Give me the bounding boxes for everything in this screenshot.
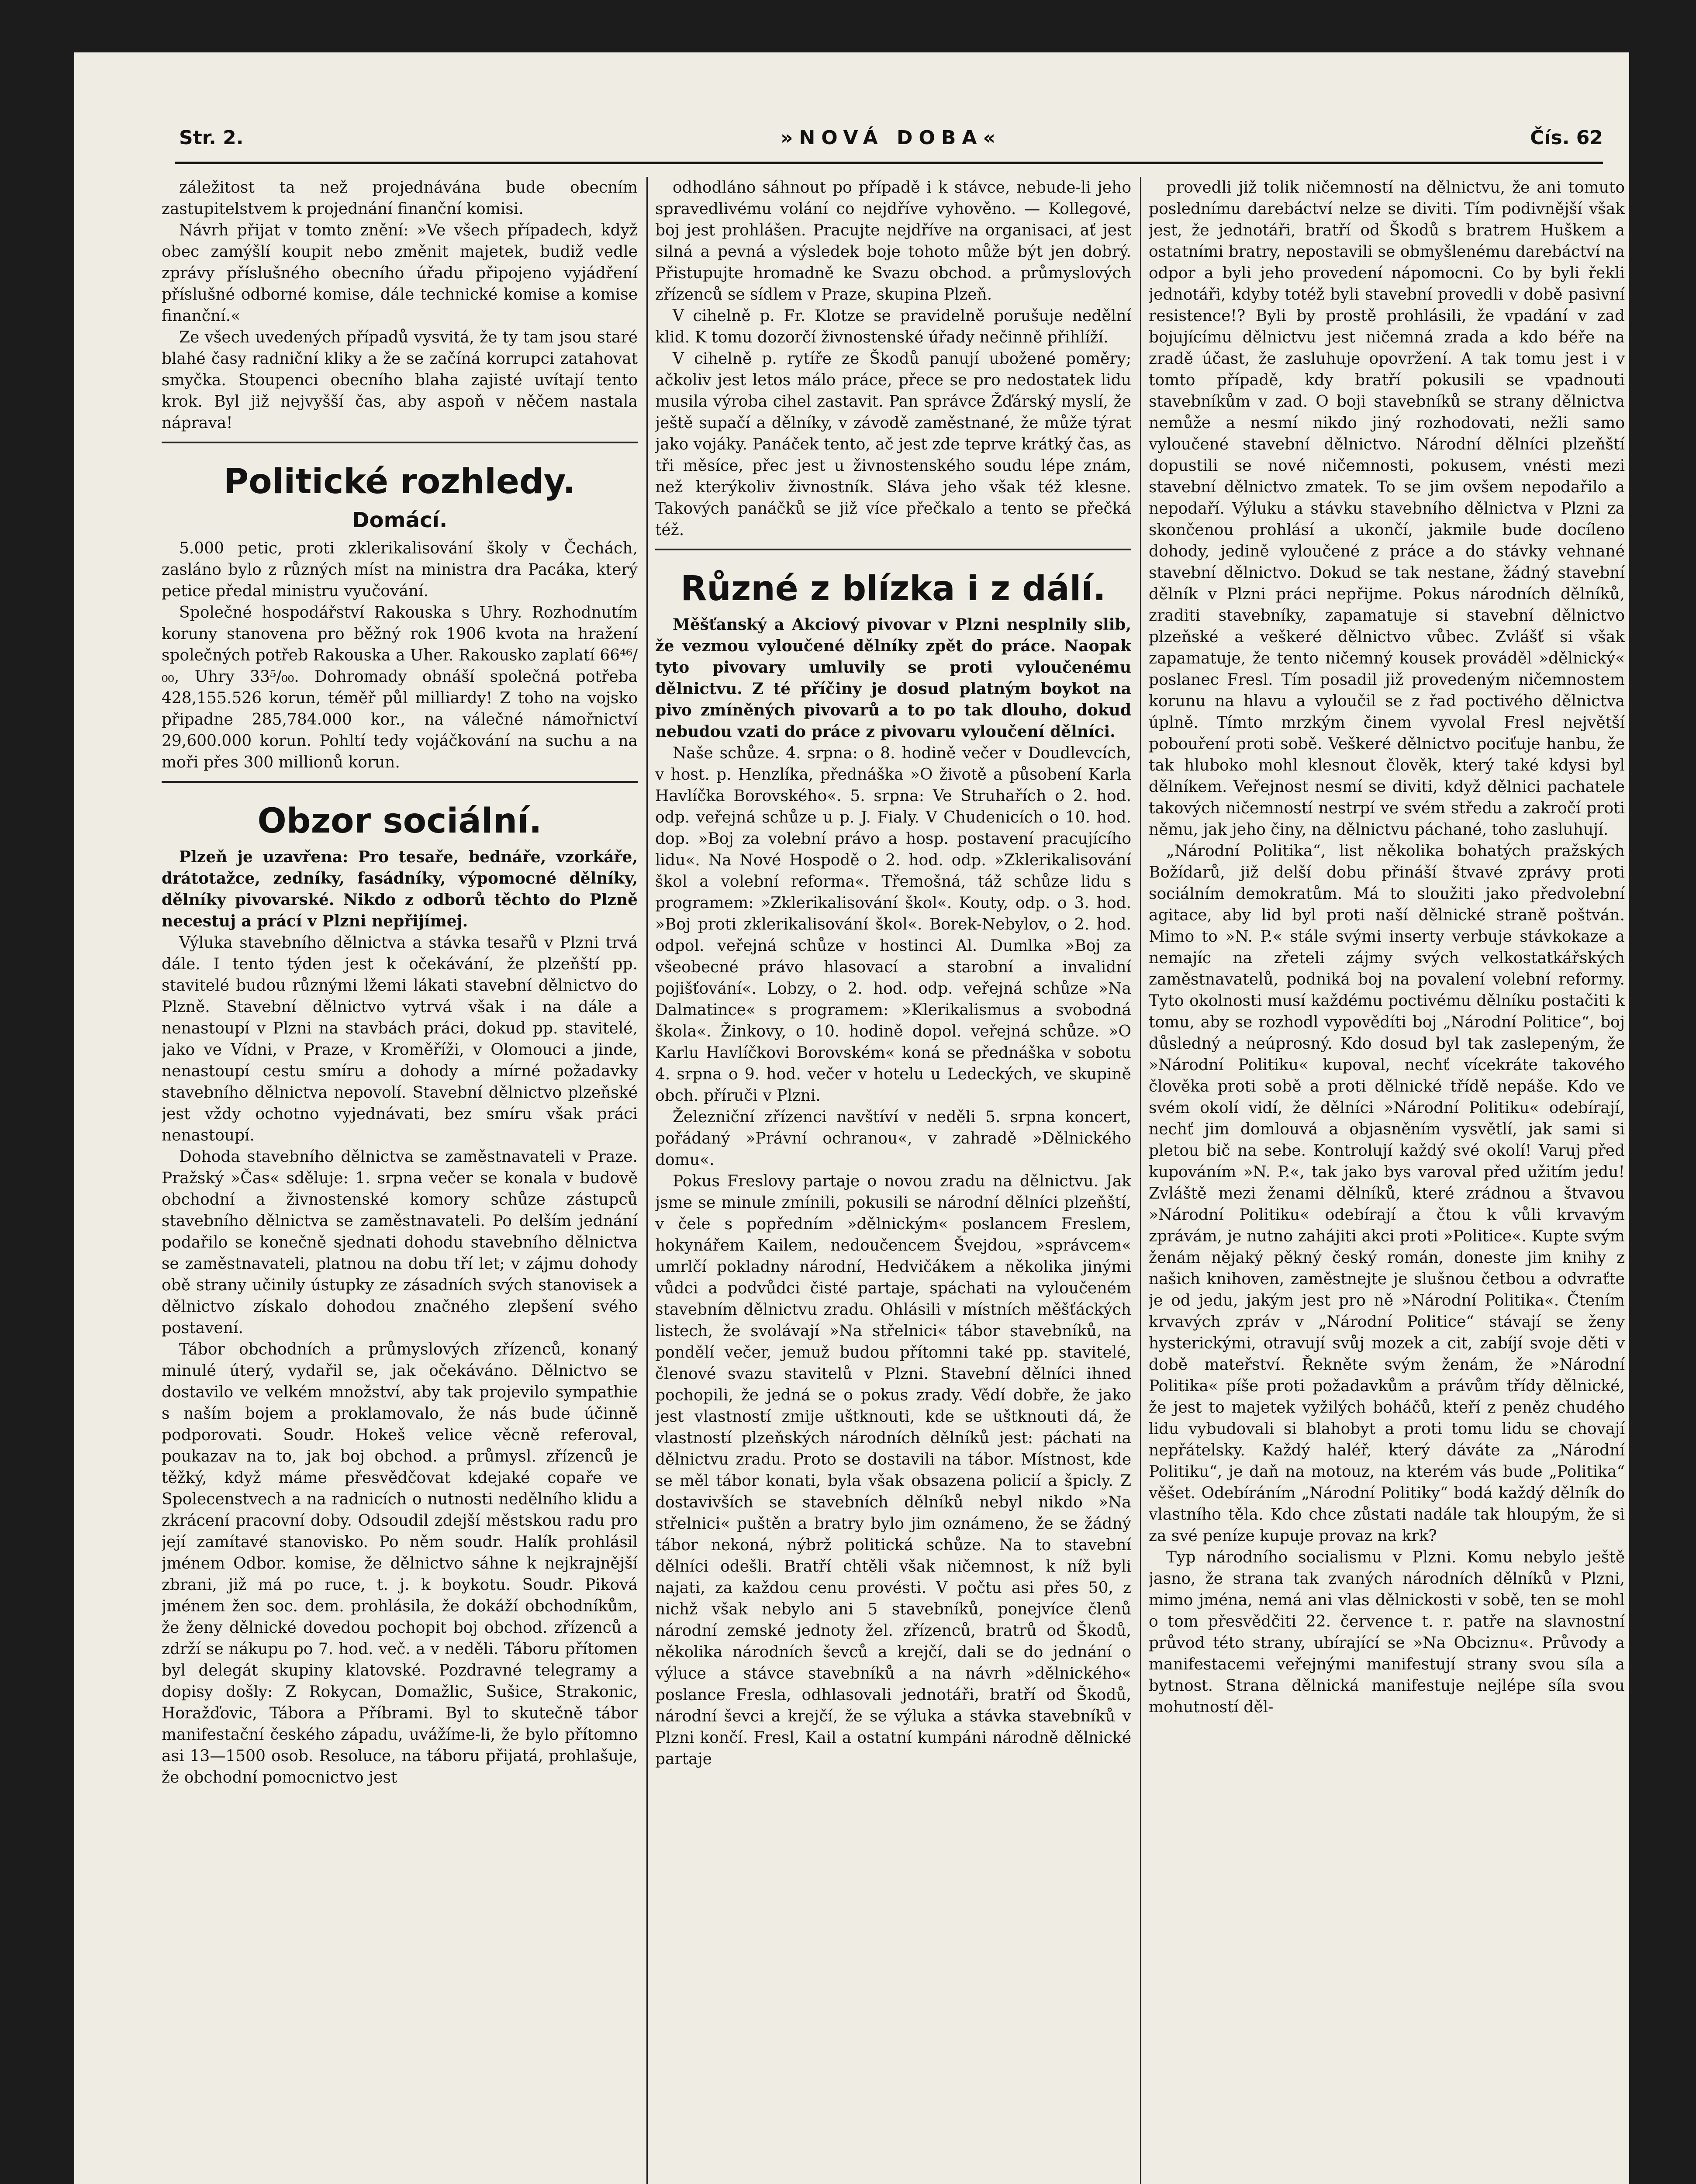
masthead-title: »NOVÁ DOBA« bbox=[781, 127, 1002, 149]
paragraph: Naše schůze. 4. srpna: o 8. hodině večer v Doudlevcích, v host. p. Henzlíka, přednáška »O životě a působení Karla Havlíčka Borovského«. 5. srpna: Ve Struhařích o 2. hod. odp. veřejná schůze u p. J. Fialy. V Chudenicích o 10. hod. dop. »Boj za volební právo a hosp. postavení pracujícího lidu«. Na Nové Hospodě o 2. hod. odp. »Zklerikalisování škol a volební reforma«. Třemošná, táž schůze lidu s programem: »Zklerikalisování škol«. Kouty, odp. o 3. hod. »Boj proti zklerikalisování škol«. Borek-Nebylov, o 2. hod. odpol. veřejná schůze v hostinci Al. Dumlka »Boj za všeobecné právo hlasovací a starobní a invalidní pojišťování«. Lobzy, o 2. hod. odp. veřejná schůze »Na Dalmatince« s programem: »Klerikalismus a svobodná škola«. Žinkovy, o 10. hodině dopol. veřejná schůze. »O Karlu Havlíčkovi Borovském« koná se přednáška v sobotu 4. srpna o 9. hod. večer v hotelu u Ledeckých, ve skupině obch. příruči v Plzni. bbox=[655, 744, 1131, 1105]
newspaper-page bbox=[74, 52, 1629, 2184]
section-divider bbox=[162, 442, 638, 443]
header-rule bbox=[175, 162, 1603, 164]
page-header bbox=[179, 127, 1603, 157]
column-2 bbox=[655, 177, 1131, 2184]
paragraph: Železniční zřízenci navštíví v neděli 5. srpna koncert, pořádaný »Právní ochranou«, v zahradě »Dělnického domu«. bbox=[655, 1108, 1131, 1169]
column-divider bbox=[646, 177, 648, 2184]
paragraph: Výluka stavebního dělnictva a stávka tesařů v Plzni trvá dále. I tento týden jest k očekávání, že plzeňští pp. stavitelé budou různými lžemi lákati stavební dělnictvo do Plzně. Stavební dělnictvo vytrvá však i na dále a nenastoupí v Plzni na stavbách práci, dokud pp. stavitelé, jako ve Vídni, v Praze, v Kroměříži, v Olomouci a jinde, nenastoupí cestu smíru a dohody a mírné požadavky stavebního dělnictva nepovolí. Stavební dělnictvo plzeňské jest vždy ochotno vyjednávati, bez smíru však práci nenastoupí. bbox=[162, 934, 638, 1144]
paragraph: Společné hospodářství Rakouska s Uhry. Rozhodnutím koruny stanovena pro běžný rok 1906 kvota na hražení společných potřeb Rakouska a Uher. Rakousko zaplatí 66⁴⁶/₀₀, Uhry 33⁵/₀₀. Dohromady obnáší společná potřeba 428,155.526 korun, téměř půl milliardy! Z toho na vojsko připadne 285,784.000 kor., na válečné námořnictví 29,600.000 korun. Pohltí tedy vojáčkování na suchu a na moři přes 300 millionů korun. bbox=[162, 604, 638, 771]
column-divider bbox=[1140, 177, 1141, 2184]
paragraph: 5.000 petic, proti zklerikalisování školy v Čechách, zasláno bylo z různých míst na ministra dra Pacáka, který petice předal ministru vyučování. bbox=[162, 539, 638, 600]
paragraph: Tábor obchodních a průmyslových zřízenců, konaný minulé úterý, vydařil se, jak očekáváno. Dělnictvo se dostavilo ve velkém množství, aby tak projevilo sympathie s naším bojem a proklamovalo, že nás bude účinně podporovati. Soudr. Hokeš velice věcně referoval, poukazav na to, jak boj obchod. a průmysl. zřízenců je těžký, když máme přesvědčovat kdejaké copaře ve Spolecenstvech a na radnicích o nutnosti nedělního klidu a zkrácení pracovní doby. Odsoudil zdejší městskou radu pro její zamítavé stanovisko. Po něm soudr. Halík prohlásil jménem Odbor. komise, že dělnictvo sáhne k nejkrajnější zbrani, již má po ruce, t. j. k boykotu. Soudr. Piková jménem žen soc. dem. prohlásila, že dokáží obchodníkům, že ženy dělnické dovedou pochopit boj obchod. zřízenců a zdrží se nákupu po 7. hod. več. a v neděli. Táboru přítomen byl delegát skupiny klatovské. Pozdravné telegramy a dopisy došly: Z Rokycan, Domažlic, Sušice, Strakonic, Horažďovic, Tábora a Příbrami. Byl to skutečně tábor manifestační českého západu, uvážíme-li, že bylo přítomno asi 13—1500 osob. Resoluce, na táboru přijatá, prohlašuje, že obchodní pomocnictvo jest bbox=[162, 1341, 638, 1787]
paragraph: provedli již tolik ničemností na dělnictvu, že ani tomuto poslednímu darebáctví nelze se diviti. Tím podivnější však jest, že jednotáři, bratří od Škodů s bratrem Huškem a ostatními bratry, nepostavili se obmyšlenému darebáctví na odpor a byli jeho provedení nápomocni. Co by byli řekli jednotáři, kdyby totéž byli stavební provedli v době pasivní resistence!? Byli by prostě prohlásili, že vpadání v zad bojujícímu dělnictvu jest ničemná zrada a kdo béře na zradě účast, že zasluhuje opovržení. A tak tomu jest i v tomto případě, kdy bratří pokusili se vpadnouti stavebníkům v zad. O boji stavebníků se strany dělnictva nemůže a nesmí nikdo jiný rozhodovati, nežli samo vyloučené stavební dělnictvo. Národní dělníci plzeňští dopustili se nové ničemnosti, pokusem, vnésti mezi stavební dělnictvo zmatek. To se jim ovšem nepodařilo a nepodaří. Výluku a stávku stavebního dělnictva v Plzni za skončenou prohlásí a ukončí, jakmile bude docíleno dohody, jedině vyloučené z práce a do stávky vehnané stavební dělnictvo. Dokud se tak nestane, žádný stavební dělník v Plzni práci nepřijme. Pokus národních dělníků, zraditi stavebníky, zapamatuje si stavební dělnictvo plzeňské a veškeré dělnictvo vůbec. Zvlášť si však zapamatuje, že tento ničemný kousek prováděl »dělnický« poslanec Fresl. Tím posadil již provedeným ničemnostem korunu na hlavu a vyloučil se z řad poctivého dělnictva úplně. Tímto mrzkým činem vyvolal Fresl největší pobouření proti sobě. Veškeré dělnictvo pociťuje hanbu, že tak hluboko mohl klesnout člověk, který také kdysi byl dělníkem. Veřejnost nesmí se diviti, když dělnici pachatele takových ničemností nestrpí ve svém středu a zakročí proti němu, jak jeho činy, na dělnictvu páchané, toho zasluhují. bbox=[1149, 179, 1625, 839]
paragraph: odhodláno sáhnout po případě i k stávce, nebude-li jeho spravedlivému volání co nejdříve vyhověno. — Kollegové, boj jest prohlášen. Pracujte nejdříve na organisaci, ať jest silná a pevná a výsledek boje tohoto může být jen dobrý. Přistupujte hromadně ke Svazu obchod. a průmyslových zřízenců se sídlem v Praze, skupina Plzeň. bbox=[655, 179, 1131, 304]
column-1 bbox=[162, 177, 638, 2184]
paragraph: „Národní Politika“, list několika bohatých pražských Božídarů, již delší dobu přináší štvavé zprávy proti sociálním demokratům. Má to sloužiti jako předvolební agitace, aby lid byl proti naší dělnické straně poštván. Mimo to »N. P.« stále svými inserty verbuje stávkokaze a nemajíc na zřeteli zájmy svých velkostatkářských zaměstnavatelů, podniká boj na povalení volební reformy. Tyto okolnosti musí každému poctivému dělníku postačiti k tomu, aby se rozhodl vypovědíti boj „Národní Politice“, boj důsledný a neúprosný. Kdo dosud byl tak zaslepeným, že »Národní Politiku« kupoval, nechť vícekráte takového člověka proti sobě a proti dělnické třídě nepáše. Kdo ve svém okolí vidí, že dělníci »Národní Politiku« odebírají, nechť jim domlouvá a objasněním vysvětlí, jak sami si pletou bič na sebe. Kontrolují každý své okolí! Varuj před kupováním »N. P.«, tak jako bys varoval před užitím jedu! Zvláště mezi ženami dělníků, které zrádnou a štvavou »Národní Politiku« odebírají a čtou k vůli krvavým zprávám, je nutno zahájiti akci proti »Politice«. Kupte svým ženám nějaký pěkný český román, doneste jim knihy z našich knihoven, zaměstnejte je slušnou četbou a odvraťte je od jedu, jakým jest pro ně »Národní Politika«. Čtením krvavých zpráv v „Národní Politice“ stávají se ženy hysterickými, otravují svůj mozek a cit, zabíjí svoje děti v době mateřství. Řekněte svým ženám, že »Národní Politika« píše proti požadavkům a právům třídy dělnické, že jest to majetek vyžilých boháčů, kteří z peněz chudého lidu vybudovali si blahobyt a proti tomu lidu se chovají nepřátelsky. Každý haléř, který dáváte za „Národní Politiku“, je daň na motouz, na kterém vás bude „Politika“ věšet. Odebíráním „Národní Politiky“ bodá každý dělník do vlastního těla. Kdo chce zůstati nadále tak hloupým, že si za své peníze kupuje provaz na krk? bbox=[1149, 842, 1625, 1545]
subsection-heading: Domácí. bbox=[352, 508, 448, 532]
paragraph: Pokus Freslovy partaje o novou zradu na dělnictvu. Jak jsme se minule zmínili, pokusili se národní dělníci plzeňští, v čele s popředním »dělnickým« poslancem Freslem, hokynářem Kailem, nedoučencem Švejdou, »správcem« umrlčí pokladny národní, Hedvičákem a několika jinými vůdci a podvůdci čisté partaje, spáchati na vyloučeném stavebním dělnictvu zradu. Ohlásili v místních měšťáckých listech, že svolávají »Na střelnici« tábor stavebníků, na pondělí večer, jemuž budou přítomni také pp. stavitelé, členové svazu stavitelů v Plzni. Stavební dělníci ihned pochopili, že jedná se o pokus zrady. Vědí dobře, že jako jest vlastností zmije uštknouti, kde se uštknouti dá, že vlastností plzeňských národních dělníků jest: páchati na dělnictvu zradu. Proto se dostavili na tábor. Místnost, kde se měl tábor konati, byla však obsazena policií a špicly. Z dostavivších se stavebních dělníků nebyl nikdo »Na střelnici« puštěn a bratry bylo jim oznámeno, že se žádný tábor nekoná, nýbrž politická schůze. Na to stavební dělníci odešli. Bratří chtěli však ničemnost, k níž byli najati, za každou cenu provésti. V počtu asi přes 50, z nichž však nebylo ani 5 stavebníků, ponejvíce členů národní zemské jednoty žel. zřízenců, bratrů od Škodů, několika národních ševců a krejčí, dali se do jednání o výluce a stávce stavebníků a na návrh »dělnického« poslance Fresla, odhlasovali jednotáři, bratří od Škodů, národní ševci a krejčí, že se výluka a stávka stavebníků v Plzni končí. Fresl, Kail a ostatní kumpáni národně dělnické partaje bbox=[655, 1172, 1131, 1768]
paragraph: Plzeň je uzavřena: Pro tesaře, bednáře, vzorkáře, drátotažce, zedníky, fasádníky, výpomocné dělníky, dělníky pivovarské. Nikdo z odborů těchto do Plzně necestuj a prácí v Plzni nepřijímej. bbox=[162, 848, 638, 930]
paragraph: Ze všech uvedených případů vysvitá, že ty tam jsou staré blahé časy radniční kliky a že se začíná korrupci zatahovat smyčka. Stoupenci obecního blaha zajisté uvítají tento krok. Byl již nejvyšší čas, aby aspoň v něčem nastala náprava! bbox=[162, 328, 638, 432]
section-heading: Různé z blízka i z dálí. bbox=[680, 569, 1106, 608]
section-heading: Obzor sociální. bbox=[257, 802, 542, 841]
paragraph: V cihelně p. rytíře ze Škodů panují ubožené poměry; ačkoliv jest letos málo práce, přece se pro nedostatek lidu musila výroba cihel zastavit. Pan správce Žďárský myslí, že ještě supačí a dělníky, v závodě zaměstnané, že může týrat jako vojáky. Panáček tento, ač jest zde teprve krátký čas, as tři měsíce, přec jest u živnostenského soudu lépe znám, než kterýkoliv živnostník. Sláva jeho však též klesne. Takových panáčků se již více přečkalo a tento se přečká též. bbox=[655, 350, 1131, 539]
paragraph: Typ národního socialismu v Plzni. Komu nebylo ještě jasno, že strana tak zvaných národních dělníků v Plzni, mimo jména, nemá ani vlas dělnickosti v sobě, ten se mohl o tom přesvědčiti 22. července t. r. patře na slavnostní průvod této strany, ubírající se »Na Obciznu«. Průvody a manifestacemi veřejnými manifestují strany svou síla a bytnost. Strana dělnická manifestuje nejlépe síla svou mohutností děl- bbox=[1149, 1548, 1625, 1716]
section-divider bbox=[162, 781, 638, 783]
paragraph: V cihelně p. Fr. Klotze se pravidelně porušuje nedělní klid. K tomu dozorčí živnostenské úřady nečinně přihlíží. bbox=[655, 307, 1131, 346]
column-3 bbox=[1149, 177, 1625, 2184]
section-divider bbox=[655, 549, 1131, 550]
paragraph: Návrh přijat v tomto znění: »Ve všech případech, když obec zamýšlí koupit nebo změnit majetek, budiž vedle zprávy příslušného obecního úřadu připojeno vyjádření příslušné odborné komise, dále technické komise a komise finanční.« bbox=[162, 221, 638, 325]
section-heading: Politické rozhledy. bbox=[223, 462, 576, 501]
paragraph: Měšťanský a Akciový pivovar v Plzni nesplnily slib, že vezmou vyloučené dělníky zpět do práce. Naopak tyto pivovary umluvily se proti vyloučenému dělnictvu. Z té příčiny je dosud platným boykot na pivo zmíněných pivovarů a to po tak dlouho, dokud nebudou vzati do práce z pivovaru vyloučení dělníci. bbox=[655, 615, 1131, 741]
page-number: Str. 2. bbox=[179, 127, 244, 149]
paragraph: Dohoda stavebního dělnictva se zaměstnavateli v Praze. Pražský »Čas« sděluje: 1. srpna večer se konala v budově obchodní a živnostenské komory schůze zástupců stavebního dělnictva se zaměstnavateli. Po delším jednání podařilo se konečně sjednati dohodu stavebního dělnictva se zaměstnavateli, platnou na dobu tří let; v zájmu dohody obě strany učinily ústupky ze zásadních svých stanovisek a dělnictvo získalo dohodou značného zlepšení svého postavení. bbox=[162, 1148, 638, 1337]
paragraph: záležitost ta než projednávána bude obecním zastupitelstvem k projednání finanční komisi. bbox=[162, 179, 638, 218]
issue-number: Čís. 62 bbox=[1530, 127, 1603, 149]
